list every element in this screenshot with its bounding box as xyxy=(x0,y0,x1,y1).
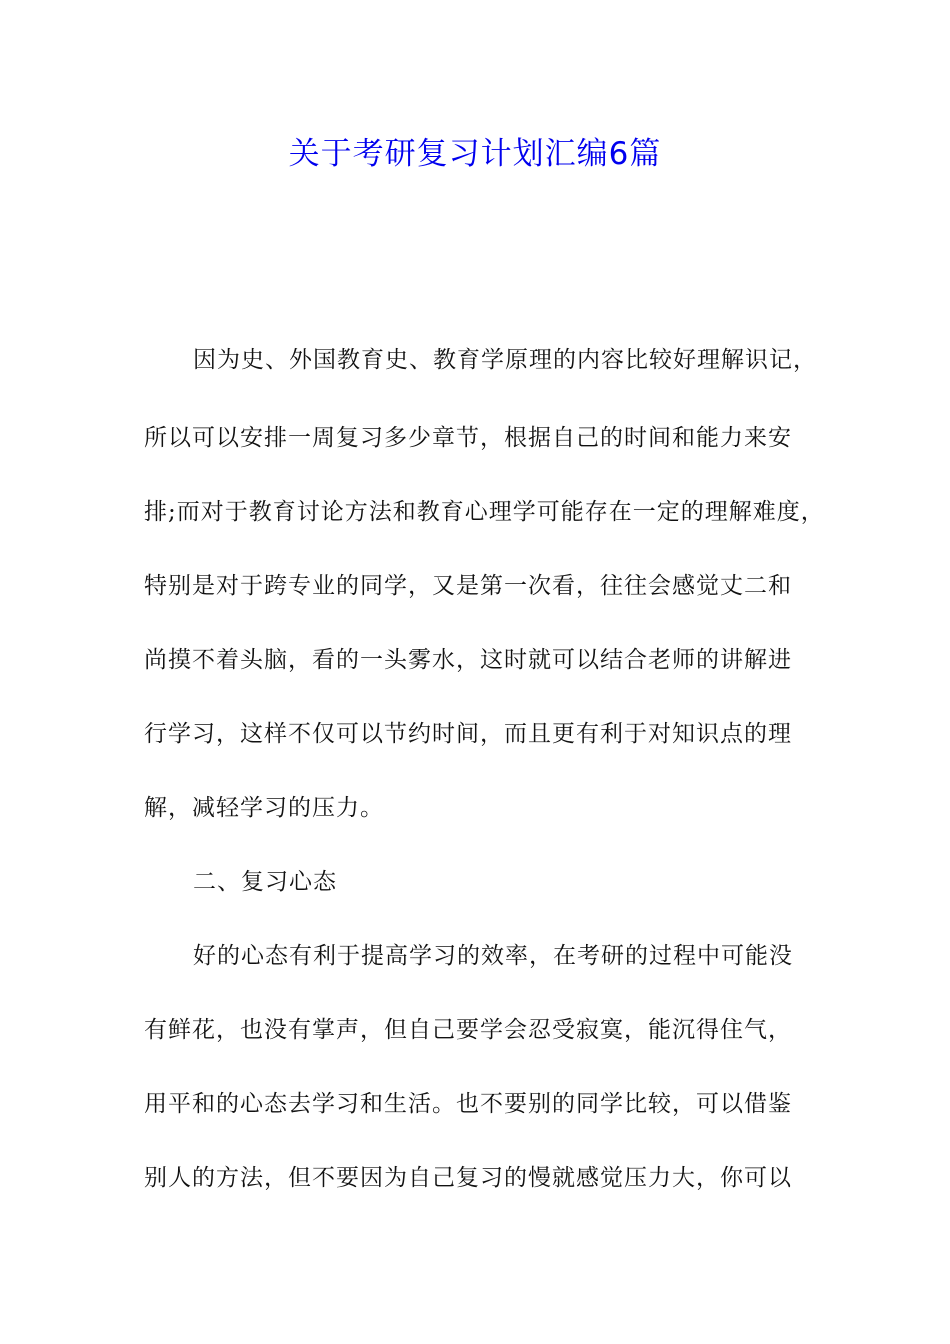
paragraph-line: 排;而对于教育讨论方法和教育心理学可能存在一定的理解难度， xyxy=(144,499,825,525)
paragraph-line: 好的心态有利于提高学习的效率，在考研的过程中可能没 xyxy=(193,943,793,969)
paragraph-line: 解，减轻学习的压力。 xyxy=(144,795,384,821)
paragraph-line: 尚摸不着头脑，看的一头雾水，这时就可以结合老师的讲解进 xyxy=(144,647,792,673)
paragraph-line: 所以可以安排一周复习多少章节，根据自己的时间和能力来安 xyxy=(144,425,792,451)
paragraph-line: 有鲜花，也没有掌声，但自己要学会忍受寂寞，能沉得住气， xyxy=(144,1017,792,1043)
section-heading: 二、复习心态 xyxy=(193,869,337,895)
paragraph-line: 因为史、外国教育史、教育学原理的内容比较好理解识记， xyxy=(193,347,817,373)
document-title: 关于考研复习计划汇编6篇 xyxy=(288,136,662,172)
paragraph-line: 别人的方法，但不要因为自己复习的慢就感觉压力大，你可以 xyxy=(144,1165,792,1191)
paragraph-line: 特别是对于跨专业的同学，又是第一次看，往往会感觉丈二和 xyxy=(144,573,792,599)
paragraph-line: 用平和的心态去学习和生活。也不要别的同学比较，可以借鉴 xyxy=(144,1091,792,1117)
paragraph-line: 行学习，这样不仅可以节约时间，而且更有利于对知识点的理 xyxy=(144,721,792,747)
